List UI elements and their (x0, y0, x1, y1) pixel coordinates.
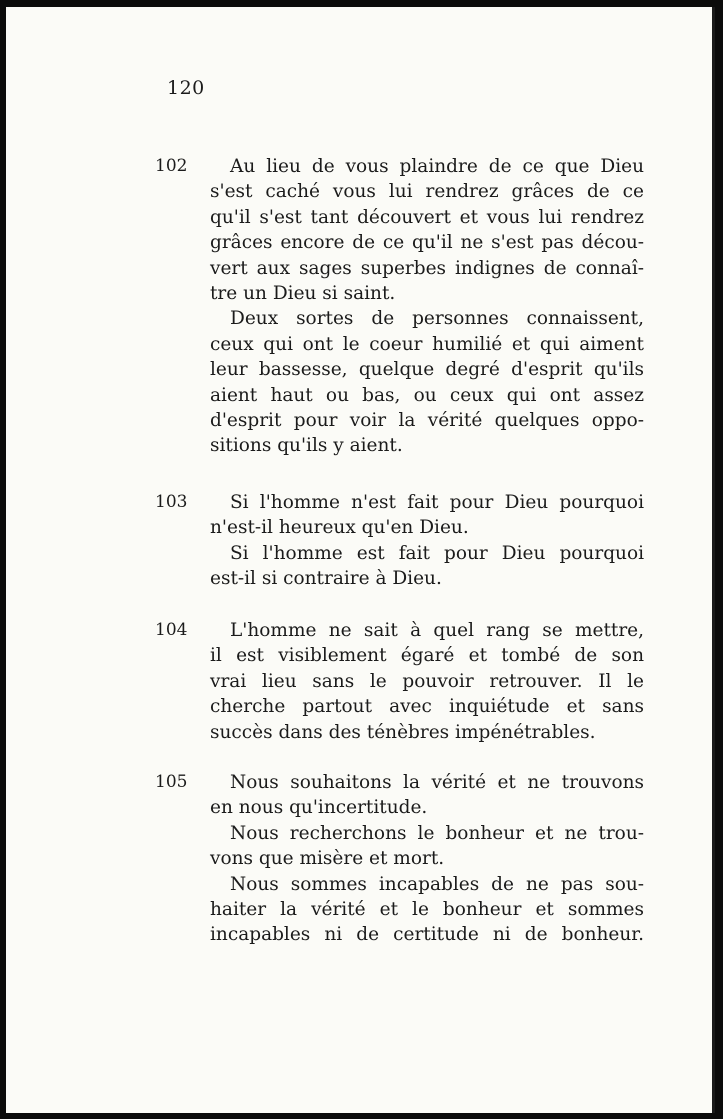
entry-text (210, 154, 644, 459)
text-line: grâces encore de ce qu'il ne s'est pas décou- (210, 232, 644, 254)
text-line: en nous qu'incertitude. (210, 797, 428, 819)
entry-103 (155, 490, 644, 592)
text-line: est-il si contraire à Dieu. (210, 568, 442, 590)
text-line: L'homme ne sait à quel rang se mettre, (230, 620, 644, 641)
book-page (6, 7, 715, 1113)
text-line: sitions qu'ils y aient. (210, 435, 403, 457)
entry-text (210, 618, 644, 745)
text-line: tre un Dieu si saint. (210, 283, 396, 305)
entry-number: 104 (155, 620, 188, 640)
entry-number: 103 (155, 492, 188, 512)
text-line: s'est caché vous lui rendrez grâces de ce (210, 181, 644, 203)
text-line: Deux sortes de personnes connaissent, (230, 308, 644, 330)
text-line: vons que misère et mort. (210, 848, 445, 870)
text-line: leur bassesse, quelque degré d'esprit qu'ils (210, 359, 644, 381)
text-line: vert aux sages superbes indignes de connaî- (210, 257, 644, 279)
entry-102 (155, 154, 644, 459)
entry-text (210, 770, 644, 948)
entry-number: 102 (155, 156, 188, 176)
entry-105 (155, 770, 644, 948)
text-line: n'est-il heureux qu'en Dieu. (210, 517, 469, 539)
text-line: aient haut ou bas, ou ceux qui ont assez (210, 384, 644, 406)
entry-number: 105 (155, 772, 188, 792)
page-number: 120 (167, 77, 205, 99)
text-line: qu'il s'est tant découvert et vous lui rendrez (210, 206, 644, 228)
text-line: incapables ni de certitude ni de bonheur. (210, 924, 644, 946)
text-line: succès dans des ténèbres impénétrables. (210, 721, 596, 743)
text-line: Si l'homme est fait pour Dieu pourquoi (230, 542, 644, 564)
text-line: d'esprit pour voir la vérité quelques oppo- (210, 410, 644, 432)
text-line: Nous recherchons le bonheur et ne trou- (230, 822, 644, 844)
entry-104 (155, 618, 644, 745)
text-line: vrai lieu sans le pouvoir retrouver. Il le (210, 670, 644, 692)
text-line: il est visiblement égaré et tombé de son (210, 645, 644, 667)
text-line: haiter la vérité et le bonheur et sommes (210, 899, 644, 921)
text-line: cherche partout avec inquiétude et sans (210, 696, 644, 718)
text-line: Si l'homme n'est fait pour Dieu pourquoi (230, 492, 644, 513)
entry-text (210, 490, 644, 592)
text-line: ceux qui ont le coeur humilié et qui aiment (210, 333, 644, 355)
text-line: Au lieu de vous plaindre de ce que Dieu (230, 156, 644, 177)
text-line: Nous souhaitons la vérité et ne trouvons (230, 772, 644, 793)
text-line: Nous sommes incapables de ne pas sou- (230, 873, 644, 895)
